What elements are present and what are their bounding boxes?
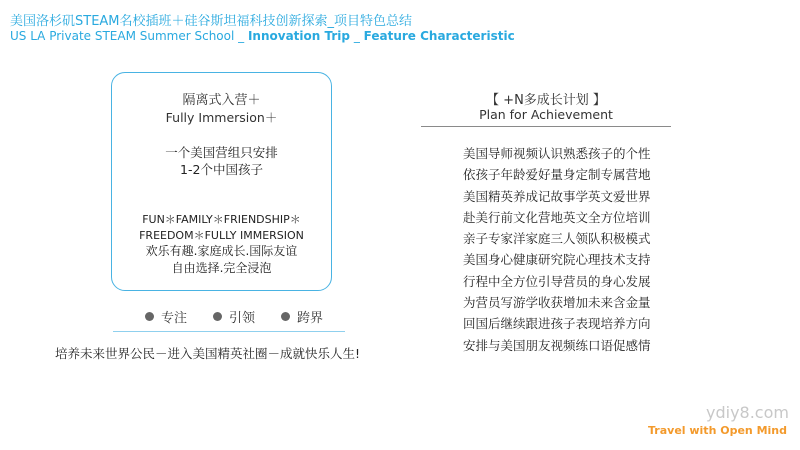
card-line-2: 1-2个中国孩子 [180,162,263,177]
plan-item: 依孩子年龄爱好量身定制专属营地 [463,167,651,183]
page-title-en [10,29,515,43]
plan-list [463,143,651,356]
left-divider [113,331,345,332]
card-cn-line-2: 自由选择.完全浸泡 [171,261,272,275]
title-en-prefix: US LA Private STEAM Summer School _ [10,29,248,43]
plan-item: 为营员写游学收获增加未来含金量 [463,295,651,311]
bullet-dot-icon [281,312,290,321]
plan-item: 安排与美国朋友视频练口语促感情 [463,337,651,353]
card-cn-line-1: 欢乐有趣.家庭成长.国际友谊 [145,244,298,258]
plan-item: 行程中全方位引导营员的身心发展 [463,273,651,289]
immersion-card [111,72,332,291]
title-en-innovation: Innovation Trip [247,29,350,43]
plan-divider [421,126,671,127]
bullet-crossover [281,307,323,326]
plan-item: 赴美行前文化营地英文全方位培训 [463,209,651,225]
card-heading-cn: 隔离式入营＋ [182,93,261,108]
card-line-1: 一个美国营组只安排 [165,145,278,160]
bullet-dot-icon [213,312,222,321]
bullet-lead [213,307,255,326]
card-en-line-1: FUN＊FAMILY＊FRIENDSHIP＊ [142,213,301,226]
bullet-label: 专注 [161,311,188,326]
footer-brand: Travel with Open Mind [648,424,787,437]
title-en-separator: _ [350,29,364,43]
plan-item: 美国精英养成记故事学英文爱世界 [463,188,651,204]
feature-bullets [145,307,339,326]
card-heading-en: Fully Immersion＋ [165,110,278,125]
bullet-label: 跨界 [297,311,324,326]
title-en-feature: Feature Characteristic [363,29,515,43]
slogan: 培养未来世界公民－进入美国精英社圈－成就快乐人生! [55,346,361,361]
plan-item: 美国导师视频认识熟悉孩子的个性 [463,146,651,161]
bullet-label: 引领 [229,311,256,326]
watermark: ydiy8.com [706,403,789,422]
bullet-dot-icon [145,312,154,321]
plan-subtitle: Plan for Achievement [479,107,613,122]
plan-item: 亲子专家洋家庭三人领队积极模式 [463,231,651,247]
bullet-focus [145,307,187,326]
plan-item: 回国后继续跟进孩子表现培养方向 [463,316,651,332]
card-en-line-2: FREEDOM＊FULLY IMMERSION [139,229,304,242]
plan-heading: 【 +N多成长计划 】 [486,93,606,108]
page-title-cn: 美国洛杉矶STEAM名校插班＋硅谷斯坦福科技创新探索_项目特色总结 [10,14,413,29]
plan-item: 美国身心健康研究院心理技术支持 [463,252,651,268]
